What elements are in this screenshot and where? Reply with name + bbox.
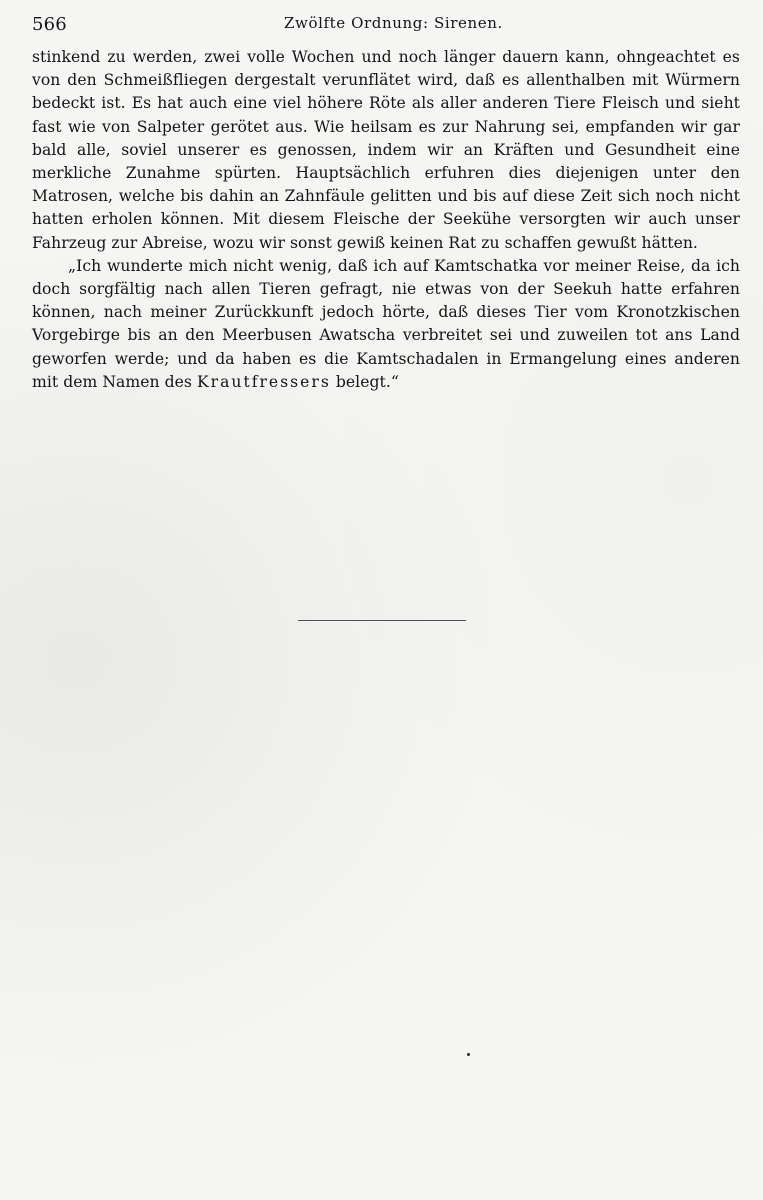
page-number: 566 <box>32 14 67 35</box>
section-divider <box>298 620 466 621</box>
paragraph-2-end: belegt.“ <box>335 372 399 391</box>
spaced-term-krautfressers: Krautfressers <box>197 372 331 391</box>
paragraph-2-text: „Ich wunderte mich nicht wenig, daß ich auf Kamtschatka vor meiner Reise, da ich doch sorgfältig nach allen Tieren gefragt, nie etwas von der Seekuh hatte erfahren können, nach meiner Zurückkunft jedoch hörte, daß dieses Tier vom Kronotzkischen Vorgebirge bis an den Meerbusen Awatscha verbreitet sei und zuweilen tot ans Land geworfen werde; und da haben es die Kamtschadalen in Ermangelung eines anderen mit dem Namen des <box>32 256 740 391</box>
running-head: Zwölfte Ordnung: Sirenen. <box>284 14 503 32</box>
paragraph-2 <box>32 255 740 394</box>
page-content <box>32 46 740 394</box>
page-header <box>32 14 740 42</box>
paragraph-1: stinkend zu werden, zwei volle Wochen und noch länger dauern kann, ohngeachtet es von den Schmeißfliegen dergestalt verunflätet wird, daß es allenthalben mit Würmern bedeckt ist. Es hat auch eine viel höhere Röte als aller anderen Tiere Fleisch und sieht fast wie von Salpeter gerötet aus. Wie heilsam es zur Nahrung sei, empfanden wir gar bald alle, soviel unserer es genossen, indem wir an Kräften und Gesundheit eine merkliche Zunahme spürten. Hauptsächlich erfuhren dies diejenigen unter den Matrosen, welche bis dahin an Zahnfäule gelitten und bis auf diese Zeit sich noch nicht hatten erholen können. Mit diesem Fleische der Seekühe versorgten wir auch unser Fahrzeug zur Abreise, wozu wir sonst gewiß keinen Rat zu schaffen gewußt hätten. <box>32 48 740 252</box>
paper-speck <box>467 1053 470 1056</box>
